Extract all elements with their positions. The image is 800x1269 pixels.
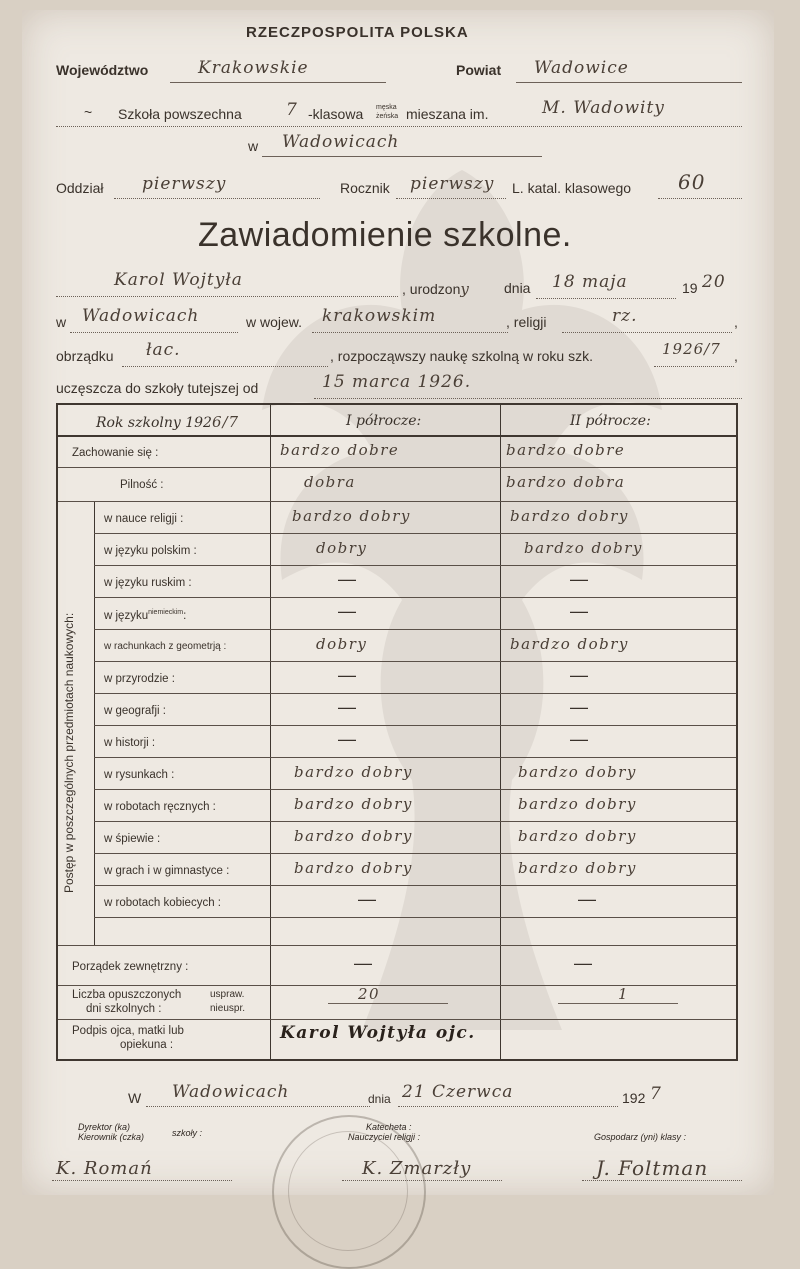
subject-singing-label: w śpiewie : xyxy=(104,833,161,845)
header-row-line xyxy=(58,435,736,437)
director-signature: K. Romań xyxy=(56,1158,153,1179)
uczeszcza-value: 15 marca 1926. xyxy=(322,372,472,392)
german-sup: niemieckim xyxy=(148,609,184,616)
subject-history-grade-1: — xyxy=(338,729,356,749)
subject-handicraft-grade-1: bardzo dobry xyxy=(294,795,413,813)
porzadek-grade-1: — xyxy=(354,953,372,973)
subject-math-label: w rachunkach z geometrją : xyxy=(104,641,227,652)
subject-gym-label: w grach i w gimnastyce : xyxy=(104,865,230,877)
diligence-grade-1: dobra xyxy=(304,473,356,491)
subject-polish-grade-1: dobry xyxy=(316,539,368,557)
urodzony-text: , urodzon xyxy=(402,281,461,297)
wojewodztwo-label: Województwo xyxy=(56,62,149,78)
oddzial-label: Oddział xyxy=(56,180,104,196)
german-text: w języku xyxy=(104,609,149,622)
row-line-s9 xyxy=(94,821,736,822)
director-sign-line xyxy=(52,1180,232,1181)
wojew-value: krakowskim xyxy=(322,306,437,326)
gospodarz-signature: J. Foltman xyxy=(596,1156,709,1180)
rozpoczawszy-comma: , xyxy=(734,348,738,364)
subjects-side-label: Postęp w poszczególnych przedmiotach naukowych: xyxy=(62,612,76,893)
subject-ruthenian-label: w języku ruskim : xyxy=(104,577,192,589)
religji-comma: , xyxy=(734,314,738,330)
porzadek-grade-2: — xyxy=(574,953,592,973)
student-name: Karol Wojtyła xyxy=(114,270,243,290)
birth-town-line xyxy=(70,332,238,333)
footer-dnia-label: dnia xyxy=(368,1092,391,1106)
school-label: Szkoła powszechna xyxy=(118,106,242,122)
row-line-s10 xyxy=(94,853,736,854)
katecheta-label-1: Katecheta : xyxy=(366,1122,412,1132)
row-line-absence xyxy=(58,1019,736,1020)
behavior-grade-1: bardzo dobre xyxy=(280,441,400,459)
obrzadku-line xyxy=(122,366,328,367)
school-meska: męska xyxy=(376,104,397,111)
diligence-label: Pilność : xyxy=(120,479,164,491)
subject-history-label: w historji : xyxy=(104,737,156,749)
subject-gym-grade-1: bardzo dobry xyxy=(294,859,413,877)
oddzial-line xyxy=(114,198,320,199)
subject-needlework-grade-1: — xyxy=(358,889,376,909)
obrzadku-value: łac. xyxy=(146,340,181,360)
katecheta-label xyxy=(348,1122,420,1142)
katal-line xyxy=(658,198,742,199)
religji-line xyxy=(562,332,732,333)
uspraw-label: uspraw. xyxy=(210,989,245,1000)
rocznik-line xyxy=(396,198,506,199)
subject-polish-label: w języku polskim : xyxy=(104,545,197,557)
row-line-subjects-end xyxy=(58,945,736,946)
certificate-page xyxy=(22,10,774,1195)
katal-label: L. katal. klasowego xyxy=(512,180,632,196)
subject-ruthenian-grade-2: — xyxy=(570,569,588,589)
row-line-behavior xyxy=(58,467,736,468)
subject-nature-label: w przyrodzie : xyxy=(104,673,175,685)
rok-value: 6/7 xyxy=(211,413,240,431)
rocznik-label: Rocznik xyxy=(340,180,390,196)
wojew-line xyxy=(312,332,508,333)
absence-count-1: 20 xyxy=(358,985,381,1003)
footer-town-line xyxy=(146,1106,370,1107)
footer-date: 21 Czerwca xyxy=(402,1082,514,1102)
birth-town: Wadowicach xyxy=(82,306,200,326)
religji-label: , religji xyxy=(506,314,547,330)
wojew-label: w wojew. xyxy=(246,314,303,330)
dnia-label: dnia xyxy=(504,280,531,296)
behavior-label: Zachowanie się : xyxy=(72,447,159,459)
subject-math-grade-2: bardzo dobry xyxy=(510,635,629,653)
parent-signature: Karol Wojtyła ojc. xyxy=(280,1023,476,1043)
subject-singing-grade-2: bardzo dobry xyxy=(518,827,637,845)
year-suffix: 20 xyxy=(702,272,726,292)
wojewodztwo-line xyxy=(170,82,386,83)
school-dash: ~ xyxy=(84,104,93,120)
birth-w-label: w xyxy=(56,314,67,330)
subject-handicraft-grade-2: bardzo dobry xyxy=(518,795,637,813)
absence-rule-2 xyxy=(558,1003,678,1004)
row-line-s11 xyxy=(94,885,736,886)
country-heading: RZECZPOSPOLITA POLSKA xyxy=(246,24,469,41)
uczeszcza-label: uczęszcza do szkoły tutejszej od xyxy=(56,380,259,396)
rozpoczawszy-line xyxy=(654,366,734,367)
row-line-s6 xyxy=(94,725,736,726)
katecheta-signature: K. Zmarzły xyxy=(362,1158,472,1179)
oddzial-value: pierwszy xyxy=(142,174,227,194)
signature-label-1: Podpis ojca, matki lub xyxy=(72,1025,184,1037)
katal-value: 60 xyxy=(678,170,706,194)
row-line-porzadek xyxy=(58,985,736,986)
footer-town: Wadowicach xyxy=(172,1082,290,1102)
director-label-1: Dyrektor (ka) xyxy=(78,1122,131,1132)
year-prefix: 19 xyxy=(682,280,698,296)
subject-ruthenian-grade-1: — xyxy=(338,569,356,589)
subject-german-label: w języku$^{niemieckim}$: xyxy=(104,609,187,622)
urodzony-label xyxy=(402,280,470,298)
subject-drawing-grade-2: bardzo dobry xyxy=(518,763,637,781)
gospodarz-sign-line xyxy=(582,1180,742,1181)
nieuspr-label: nieuspr. xyxy=(210,1003,246,1014)
subject-geography-grade-1: — xyxy=(338,697,356,717)
school-classes: 7 xyxy=(286,100,298,120)
director-label-2: Kierownik (czka) xyxy=(78,1132,145,1142)
school-w-label: w xyxy=(248,138,259,154)
subject-math-grade-1: dobry xyxy=(316,635,368,653)
subject-handicraft-label: w robotach ręcznych : xyxy=(104,801,216,813)
subject-geography-label: w geografji : xyxy=(104,705,167,717)
school-town-line xyxy=(262,156,542,157)
subject-religion-label: w nauce religji : xyxy=(104,513,184,525)
rozpoczawszy-label: , rozpocząwszy naukę szkolną w roku szk. xyxy=(330,348,593,364)
footer-w-label: W xyxy=(128,1090,142,1106)
row-line-diligence xyxy=(58,501,736,502)
footer-year-prefix: 192 xyxy=(622,1090,646,1106)
katecheta-sign-line xyxy=(342,1180,502,1181)
school-town: Wadowicach xyxy=(282,132,400,152)
side-column-divider xyxy=(94,501,95,945)
grades-table xyxy=(56,403,738,1061)
row-line-s3 xyxy=(94,629,736,630)
subject-drawing-label: w rysunkach : xyxy=(104,769,175,781)
religji-value: rz. xyxy=(612,306,638,326)
school-mieszana: mieszana im. xyxy=(406,106,489,122)
absence-count-2: 1 xyxy=(618,985,630,1003)
birth-day-month: 18 maja xyxy=(552,272,628,292)
subject-polish-grade-2: bardzo dobry xyxy=(524,539,643,557)
subject-nature-grade-2: — xyxy=(570,665,588,685)
katecheta-label-2: Nauczyciel religji : xyxy=(348,1132,421,1142)
porzadek-label: Porządek zewnętrzny : xyxy=(72,961,189,973)
col-divider-2 xyxy=(500,405,501,1059)
subject-german-grade-2: — xyxy=(570,601,588,621)
powiat-value: Wadowice xyxy=(534,58,629,78)
row-line-s4 xyxy=(94,661,736,662)
behavior-grade-2: bardzo dobre xyxy=(506,441,626,459)
subject-history-grade-2: — xyxy=(570,729,588,749)
school-klasowa: -klasowa xyxy=(308,106,364,122)
header-first-half: I półrocze: xyxy=(346,413,422,429)
diligence-grade-2: bardzo dobra xyxy=(506,473,626,491)
header-second-half: II półrocze: xyxy=(570,413,651,429)
row-line-s2 xyxy=(94,597,736,598)
subject-religion-grade-2: bardzo dobry xyxy=(510,507,629,525)
school-stamp-inner xyxy=(288,1131,408,1251)
rocznik-value: pierwszy xyxy=(410,174,495,194)
absence-label-1: Liczba opuszczonych xyxy=(72,989,182,1001)
subject-german-grade-1: — xyxy=(338,601,356,621)
school-zenska: żeńska xyxy=(376,113,399,120)
row-line-s7 xyxy=(94,757,736,758)
subject-nature-grade-1: — xyxy=(338,665,356,685)
row-line-s8 xyxy=(94,789,736,790)
director-label xyxy=(78,1122,144,1142)
school-name: M. Wadowity xyxy=(542,98,665,118)
powiat-label: Powiat xyxy=(456,62,502,78)
rozpoczawszy-value: 1926/7 xyxy=(662,340,721,358)
subject-geography-grade-2: — xyxy=(570,697,588,717)
row-line-s12 xyxy=(94,917,736,918)
subject-gym-grade-2: bardzo dobry xyxy=(518,859,637,877)
col-divider-1 xyxy=(270,405,271,1059)
subject-drawing-grade-1: bardzo dobry xyxy=(294,763,413,781)
rok-szkolny-label xyxy=(96,413,239,431)
subject-needlework-label: w robotach kobiecych : xyxy=(104,897,221,909)
footer-year-suffix: 7 xyxy=(650,1084,662,1104)
uczeszcza-line xyxy=(314,398,742,399)
row-line-s0 xyxy=(94,533,736,534)
gospodarz-label: Gospodarz (yni) klasy : xyxy=(594,1132,687,1142)
footer-date-line xyxy=(398,1106,618,1107)
student-name-line xyxy=(56,296,398,297)
absence-rule-1 xyxy=(328,1003,448,1004)
absence-label-2: dni szkolnych : xyxy=(86,1003,162,1015)
powiat-line xyxy=(516,82,742,83)
obrzadku-label: obrządku xyxy=(56,348,114,364)
subject-needlework-grade-2: — xyxy=(578,889,596,909)
subject-singing-grade-1: bardzo dobry xyxy=(294,827,413,845)
signature-label-2: opiekuna : xyxy=(120,1039,174,1051)
row-line-s1 xyxy=(94,565,736,566)
row-line-s5 xyxy=(94,693,736,694)
document-title: Zawiadomienie szkolne. xyxy=(198,216,572,254)
dnia-line xyxy=(536,298,676,299)
rok-text: Rok szkolny 192 xyxy=(96,415,212,431)
school-line xyxy=(56,126,742,127)
urodzony-suffix: y xyxy=(460,280,470,298)
subject-religion-grade-1: bardzo dobry xyxy=(292,507,411,525)
wojewodztwo-value: Krakowskie xyxy=(198,58,309,78)
director-label-3: szkoły : xyxy=(172,1128,203,1138)
